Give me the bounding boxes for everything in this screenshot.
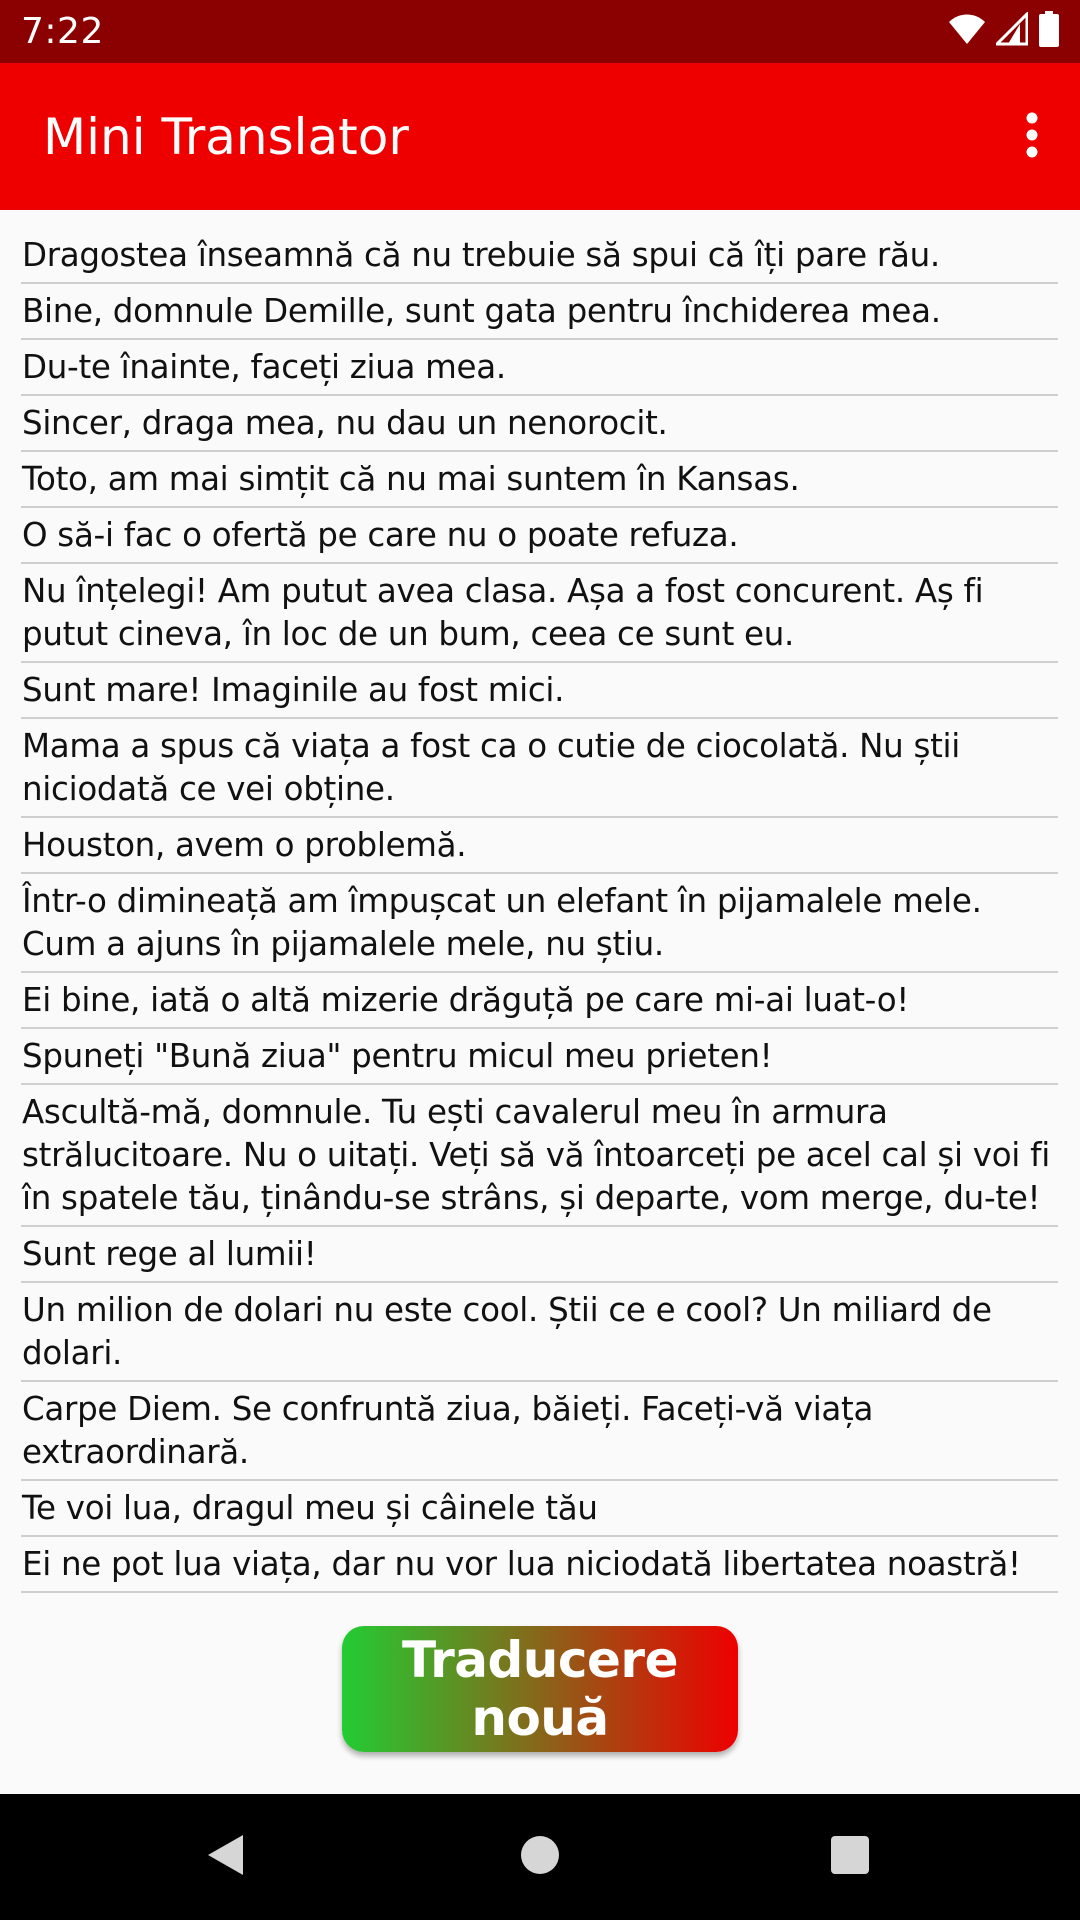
content-area: [0, 210, 1080, 1794]
recents-button[interactable]: [812, 1819, 888, 1895]
app-title: Mini Translator: [43, 108, 409, 166]
app-bar: [0, 63, 1080, 210]
quote-row[interactable]: Toto, am mai simțit că nu mai suntem în Kansas.: [21, 458, 1058, 508]
back-button[interactable]: [187, 1819, 263, 1895]
quote-row[interactable]: Dragostea înseamnă că nu trebuie să spui că îți pare rău.: [21, 234, 1058, 284]
status-bar: [0, 0, 1080, 63]
quote-row[interactable]: O să-i fac o ofertă pe care nu o poate refuza.: [21, 514, 1058, 564]
quote-row[interactable]: Sunt rege al lumii!: [21, 1233, 1058, 1283]
more-vert-icon: [1025, 112, 1039, 162]
quote-row[interactable]: Sincer, draga mea, nu dau un nenorocit.: [21, 402, 1058, 452]
new-translation-button[interactable]: Traducere nouă: [342, 1626, 738, 1752]
cell-signal-icon: [996, 12, 1028, 50]
home-button[interactable]: [502, 1819, 578, 1895]
quote-row[interactable]: Mama a spus că viața a fost ca o cutie de ciocolată. Nu știi niciodată ce vei obține.: [21, 725, 1058, 818]
quote-row[interactable]: Ascultă-mă, domnule. Tu ești cavalerul meu în armura strălucitoare. Nu o uitați. Veți să vă întoarceți pe acel cal și voi fi în spatele tău, ținându-se strâns, și departe, vom merge, du-te!: [21, 1091, 1058, 1227]
quote-row[interactable]: Houston, avem o problemă.: [21, 824, 1058, 874]
status-icons: [948, 13, 1060, 49]
quote-row[interactable]: Du-te înainte, faceți ziua mea.: [21, 346, 1058, 396]
quote-row[interactable]: Un milion de dolari nu este cool. Știi ce e cool? Un miliard de dolari.: [21, 1289, 1058, 1382]
quote-row[interactable]: Spuneți "Bună ziua" pentru micul meu prieten!: [21, 1035, 1058, 1085]
quote-row[interactable]: Nu înțelegi! Am putut avea clasa. Așa a fost concurent. Aș fi putut cineva, în loc de un bum, ceea ce sunt eu.: [21, 570, 1058, 663]
quote-row[interactable]: Sunt mare! Imaginile au fost mici.: [21, 669, 1058, 719]
quote-row[interactable]: Într-o dimineață am împușcat un elefant în pijamalele mele. Cum a ajuns în pijamalele mele, nu știu.: [21, 880, 1058, 973]
quote-row[interactable]: Carpe Diem. Se confruntă ziua, băieți. Faceți-vă viața extraordinară.: [21, 1388, 1058, 1481]
navigation-bar: [0, 1794, 1080, 1920]
button-container: [342, 1626, 738, 1752]
quote-list: [21, 234, 1058, 1599]
quote-row[interactable]: Ei bine, iată o altă mizerie drăguță pe care mi-ai luat-o!: [21, 979, 1058, 1029]
quote-row[interactable]: Te voi lua, dragul meu și câinele tău: [21, 1487, 1058, 1537]
back-triangle-icon: [205, 1833, 245, 1881]
home-circle-icon: [520, 1835, 560, 1879]
recents-square-icon: [830, 1835, 870, 1879]
quote-row[interactable]: Bine, domnule Demille, sunt gata pentru închiderea mea.: [21, 290, 1058, 340]
battery-icon: [1038, 11, 1060, 51]
overflow-menu-button[interactable]: [1002, 99, 1062, 175]
quote-row[interactable]: Ei ne pot lua viața, dar nu vor lua niciodată libertatea noastră!: [21, 1543, 1058, 1593]
status-time: 7:22: [21, 11, 104, 52]
wifi-icon: [948, 12, 986, 50]
